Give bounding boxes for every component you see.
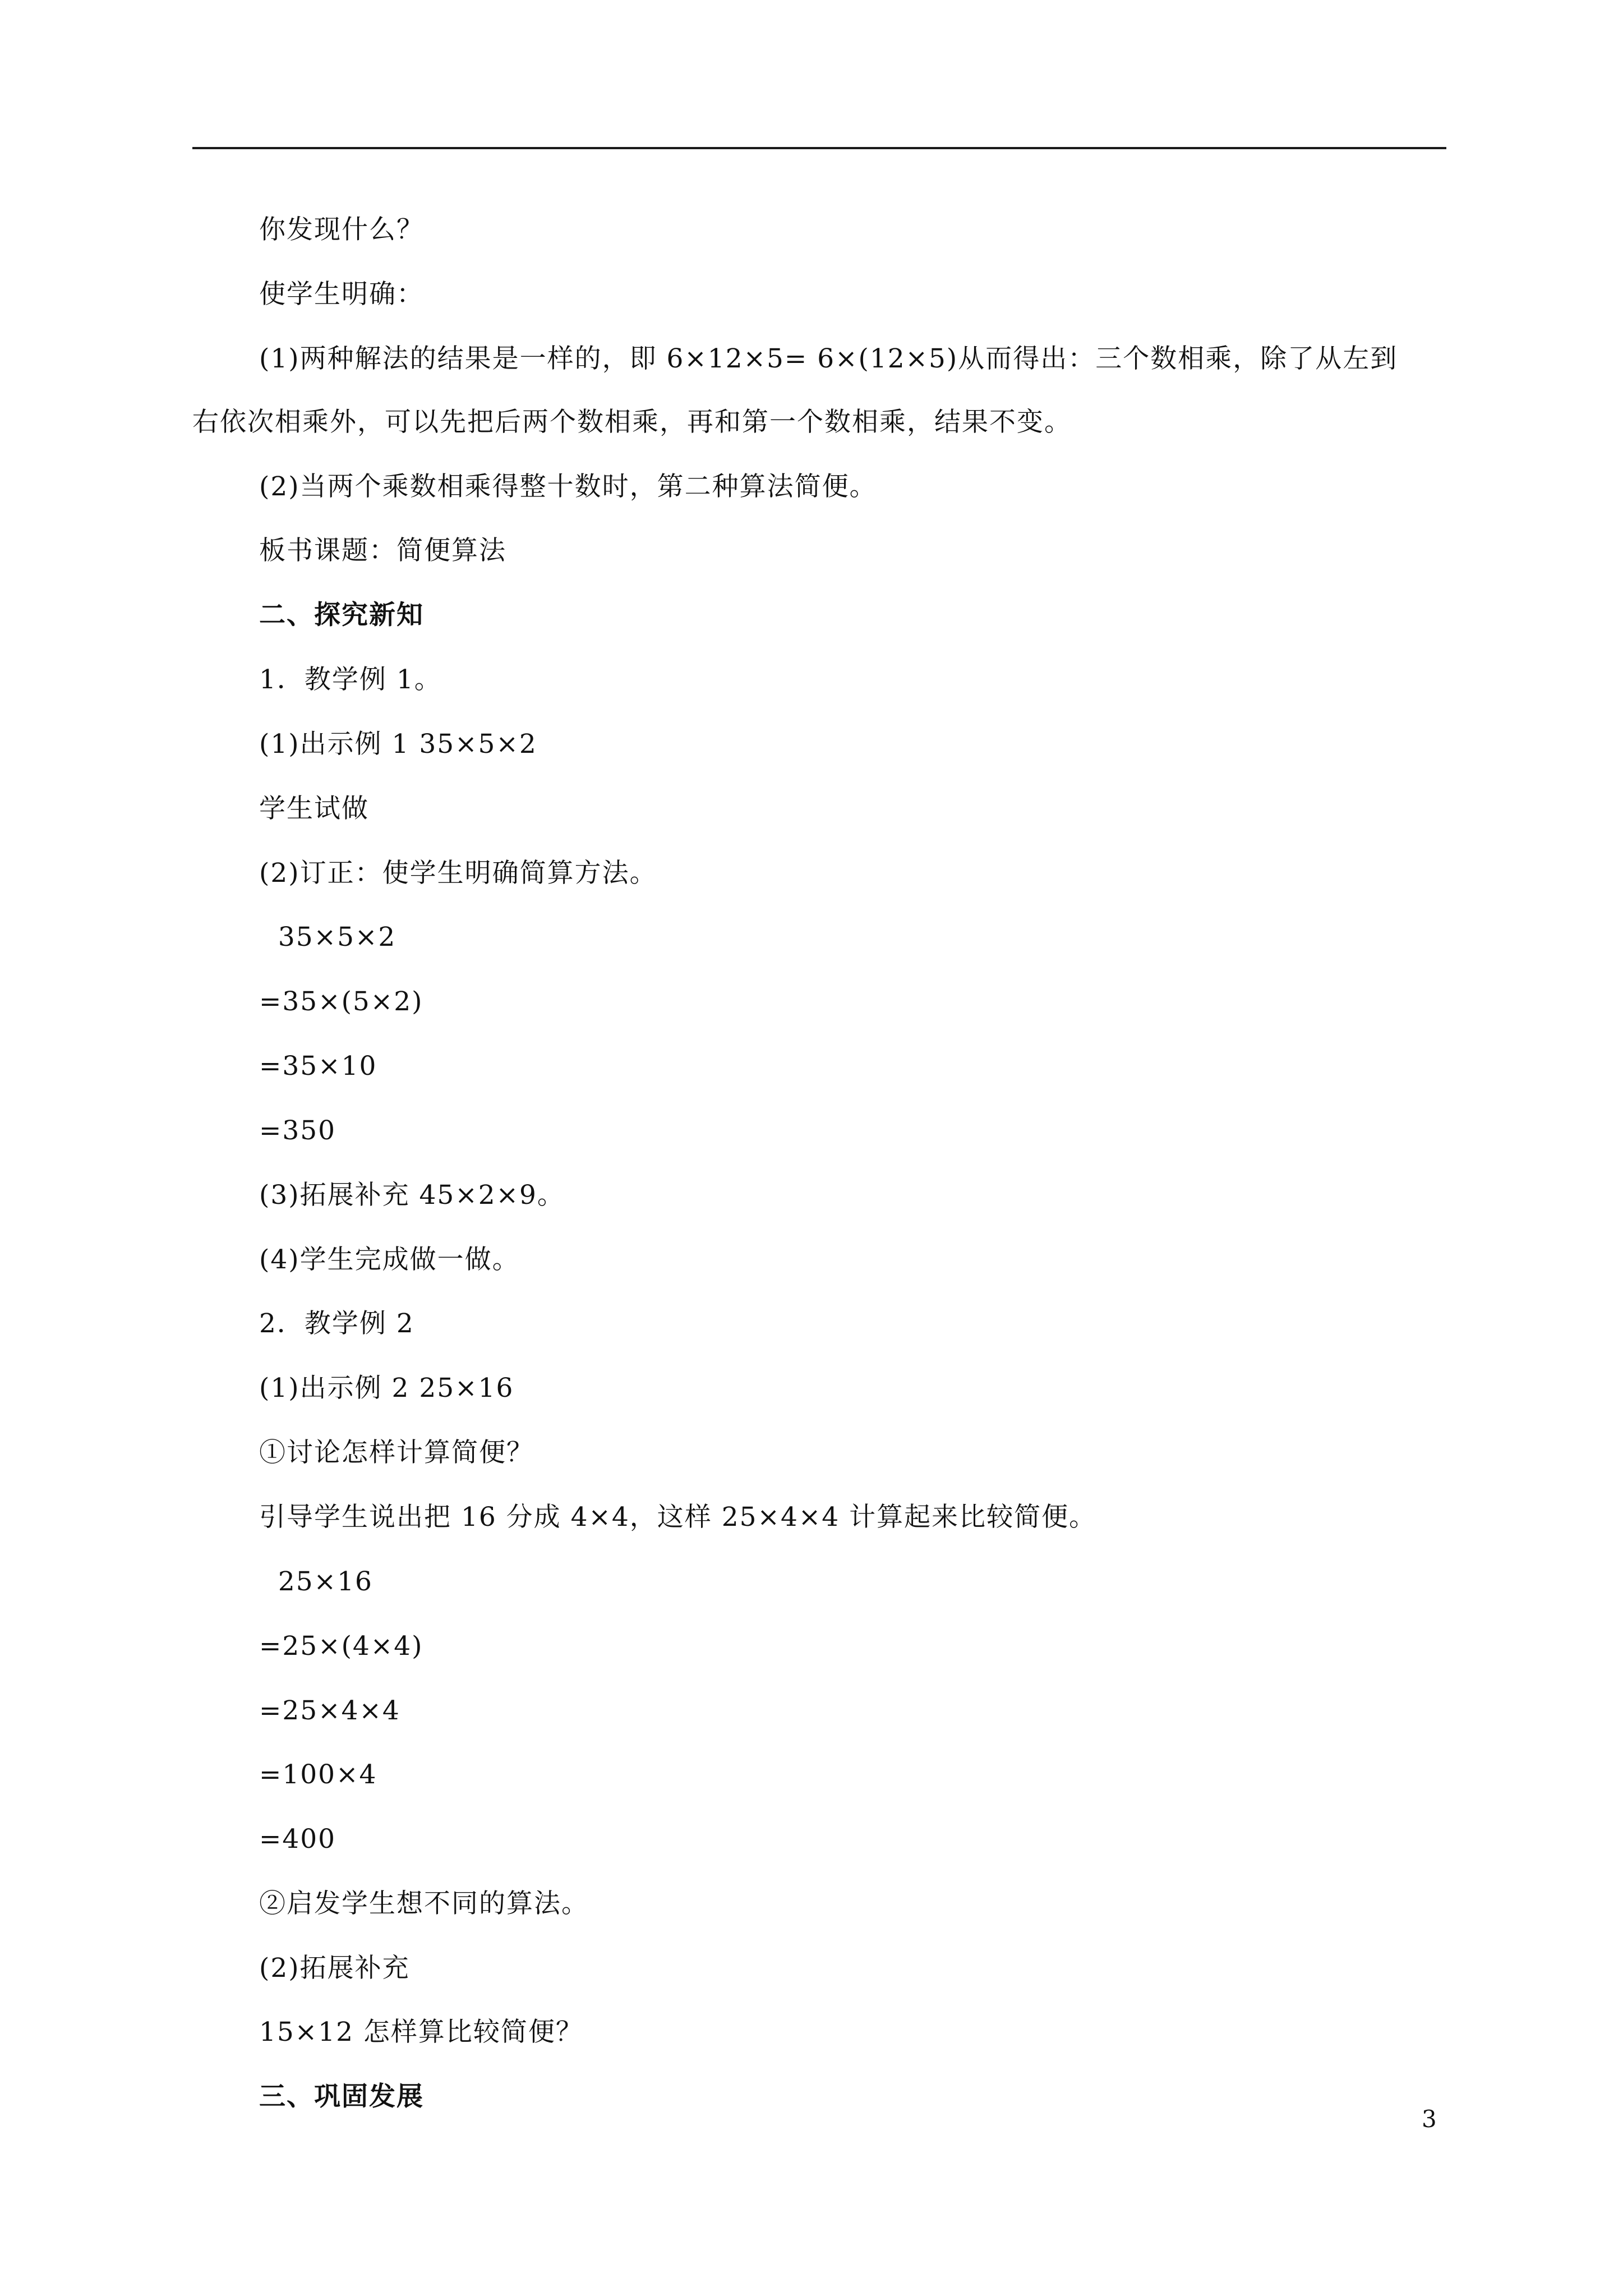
text-line: 使学生明确：	[259, 279, 424, 310]
text-line: =100×4	[259, 1759, 377, 1790]
text-line: (1)出示例 2 25×16	[259, 1373, 514, 1404]
text-line: =400	[259, 1824, 336, 1855]
text-line: ①讨论怎样计算简便？	[259, 1437, 534, 1468]
header-rule	[192, 147, 1446, 149]
section-heading: 二、探究新知	[259, 600, 424, 631]
text-line: =35×(5×2)	[259, 986, 423, 1017]
text-line: 板书课题：简便算法	[259, 535, 506, 566]
text-line: 35×5×2	[259, 922, 396, 953]
text-line: 学生试做	[259, 793, 369, 824]
text-line: (2)拓展补充	[259, 1953, 410, 1984]
text-line: =350	[259, 1115, 336, 1146]
text-line: (2)订正：使学生明确简算方法。	[259, 858, 657, 889]
text-line: ②启发学生想不同的算法。	[259, 1888, 589, 1919]
text-line: 15×12 怎样算比较简便？	[259, 2017, 583, 2047]
text-line: 25×16	[259, 1566, 373, 1597]
text-line: 2．教学例 2	[259, 1308, 414, 1339]
text-line: (2)当两个乘数相乘得整十数时，第二种算法简便。	[259, 471, 877, 502]
text-line: 右依次相乘外，可以先把后两个数相乘，再和第一个数相乘，结果不变。	[192, 407, 1072, 438]
text-line: 1．教学例 1。	[259, 664, 442, 695]
text-line: 你发现什么？	[259, 214, 424, 245]
text-line: (3)拓展补充 45×2×9。	[259, 1180, 565, 1211]
text-line: =25×(4×4)	[259, 1631, 423, 1662]
text-line: 引导学生说出把 16 分成 4×4，这样 25×4×4 计算起来比较简便。	[259, 1502, 1097, 1533]
text-line: (1)出示例 1 35×5×2	[259, 729, 537, 760]
text-line: (4)学生完成做一做。	[259, 1244, 520, 1275]
text-line: (1)两种解法的结果是一样的，即 6×12×5= 6×(12×5)从而得出：三个数相乘，除了从左到	[259, 343, 1398, 374]
section-heading: 三、巩固发展	[259, 2081, 424, 2112]
page-number: 3	[1422, 2105, 1437, 2133]
text-line: =25×4×4	[259, 1695, 400, 1726]
text-line: =35×10	[259, 1051, 377, 1082]
